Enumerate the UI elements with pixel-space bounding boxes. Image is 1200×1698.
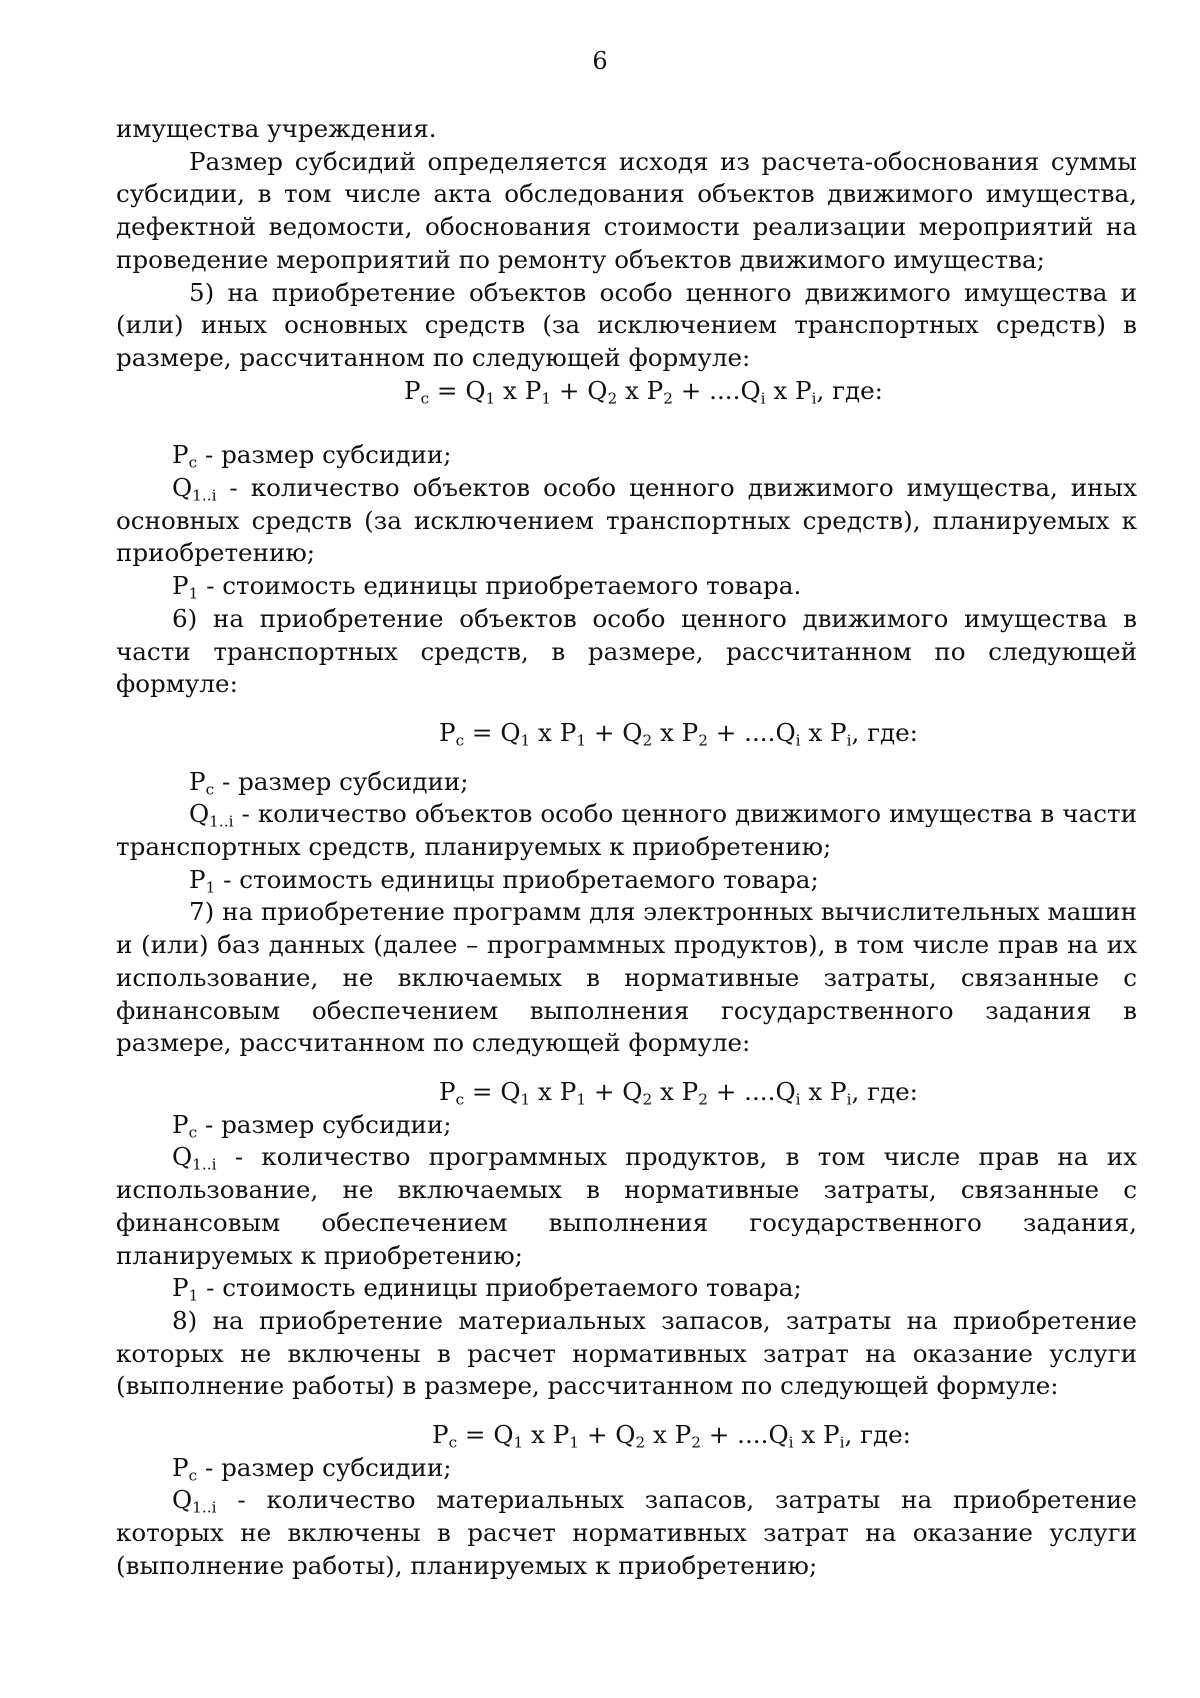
document-body	[116, 113, 1137, 1583]
definition-pc: $P_c$ - размер субсидии;	[172, 1109, 452, 1141]
definition-q: $Q_{1..i}$ - количество объектов особо ценного движимого имущества в части транспортных средств, планируемых к приобретению;	[116, 799, 1137, 862]
formula: $P_c = Q_1$ x $P_1 + Q_2$ x $P_2 + ....Q_i$ x $P_i$, где:	[439, 717, 918, 750]
definition-pc: $P_c$ - размер субсидии;	[172, 1452, 452, 1484]
formula: $P_c = Q_1$ x $P_1 + Q_2$ x $P_2 + ....Q_i$ x $P_i$, где:	[432, 1420, 911, 1452]
definition-q: $Q_{1..i}$ - количество объектов особо ценного движимого имущества, иных основных средств (за исключением транспортных средств), планируемых к приобретению;	[116, 473, 1137, 568]
definition-p1: $P_1$ - стоимость единицы приобретаемого товара.	[172, 571, 802, 603]
definition-p1: $P_1$ - стоимость единицы приобретаемого товара;	[172, 1273, 802, 1305]
paragraph-item-6: 6) на приобретение объектов особо ценного движимого имущества в части транспортных средств, в размере, рассчитанном по следующей формуле:	[116, 603, 1137, 699]
paragraph-item-7: 7) на приобретение программ для электронных вычислительных машин и (или) баз данных (далее – программных продуктов), в том числе прав на их использование, не включаемых в нормативные затраты, связанные с финансовым обеспечением выполнения государственного задания в размере, рассчитанном по следующей формуле:	[116, 897, 1137, 1058]
page-number: 6	[592, 47, 608, 75]
definition-p1: $P_1$ - стоимость единицы приобретаемого товара;	[189, 864, 819, 897]
formula: $P_c = Q_1$ x $P_1 + Q_2$ x $P_2 + ....Q_i$ x $P_i$, где:	[404, 375, 883, 407]
definition-q: $Q_{1..i}$ - количество программных продуктов, в том числе прав на их использование, не включаемых в нормативные затраты, связанные с финансовым обеспечением выполнения государственного задания, планируемых к приобретению;	[116, 1142, 1137, 1270]
paragraph-item-5: 5) на приобретение объектов особо ценного движимого имущества и (или) иных основных средств (за исключением транспортных средств) в размере, рассчитанном по следующей формуле:	[116, 277, 1137, 372]
paragraph: Размер субсидий определяется исходя из расчета-обоснования суммы субсидии, в том числе акта обследования объектов движимого имущества, дефектной ведомости, обоснования стоимости реализации мероприятий на проведение мероприятий по ремонту объектов движимого имущества;	[116, 146, 1137, 274]
definition-pc: $P_c$ - размер субсидии;	[189, 766, 469, 798]
formula: $P_c = Q_1$ x $P_1 + Q_2$ x $P_2 + ....Q_i$ x $P_i$, где:	[439, 1076, 918, 1109]
definition-pc: $P_c$ - размер субсидии;	[172, 440, 452, 472]
paragraph-item-8: 8) на приобретение материальных запасов, затраты на приобретение которых не включены в расчет нормативных затрат на оказание услуги (выполнение работы) в размере, рассчитанном по следующей формуле:	[116, 1305, 1137, 1401]
spacer	[116, 407, 1137, 439]
paragraph: имущества учреждения.	[116, 114, 437, 143]
definition-q: $Q_{1..i}$ - количество материальных запасов, затраты на приобретение которых не включены в расчет нормативных затрат на оказание услуги (выполнение работы), планируемых к приобретению;	[116, 1485, 1137, 1580]
